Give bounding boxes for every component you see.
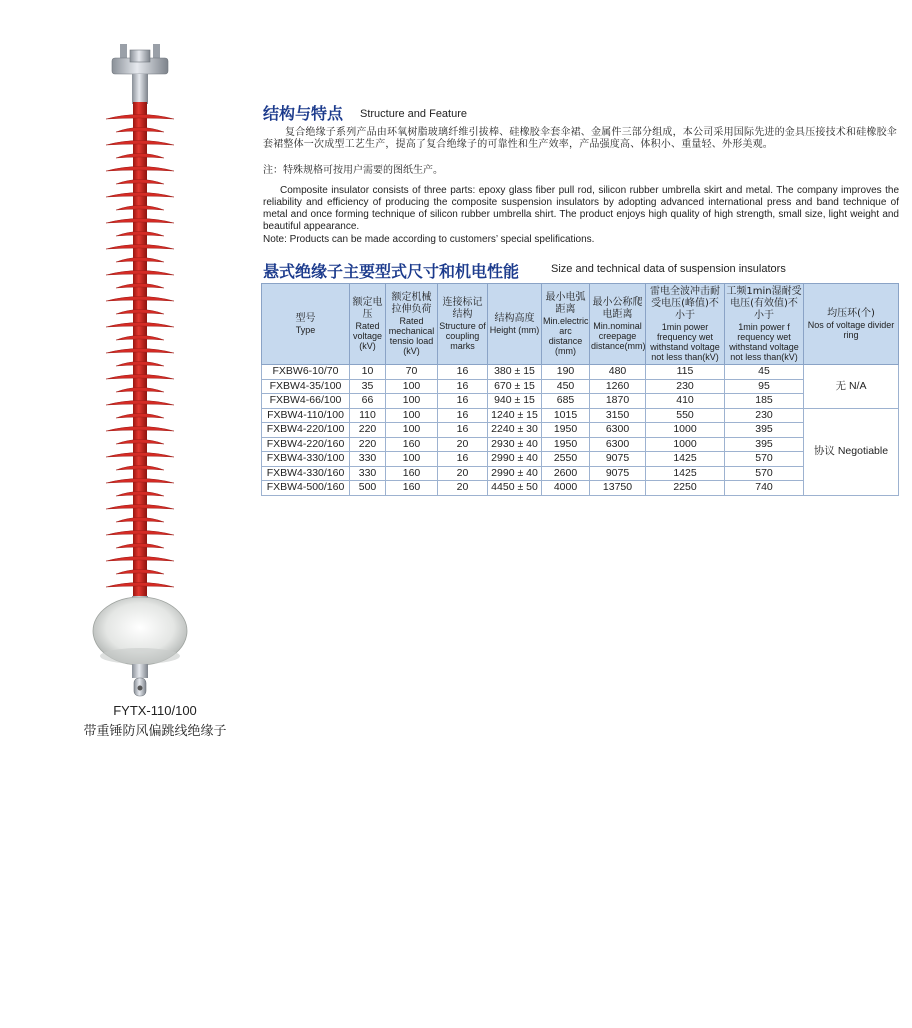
- table-cell: 1870: [590, 394, 646, 409]
- table-cell: 1950: [542, 437, 590, 452]
- table-cell: FXBW4-220/160: [262, 437, 350, 452]
- specs-title-zh: 悬式绝缘子主要型式尺寸和机电性能: [263, 262, 520, 281]
- table-cell: 16: [438, 379, 488, 394]
- spec-header-en: Nos of voltage divider ring: [807, 320, 895, 340]
- table-cell: 2600: [542, 466, 590, 481]
- structure-paragraph-en: Composite insulator consists of three parts: epoxy glass fiber pull rod, silicon rubber umbrella skirt and metal. The company improves the reliability and efficiency of producing the composite suspension insulators by adopting advanced international press and band technique of metal and once forming technique of silicon rubber umbrella shirt. The product enjoys high quality of high strength, small size, light weight and beautiful appearance.: [263, 185, 899, 232]
- table-cell: 570: [725, 466, 804, 481]
- ring-na-cell: 无 N/A: [804, 365, 899, 409]
- spec-header-zh: 额定机械拉伸负荷: [391, 292, 432, 315]
- table-cell: 100: [386, 394, 438, 409]
- table-row: [262, 394, 899, 409]
- table-cell: 20: [438, 437, 488, 452]
- table-cell: 10: [350, 365, 386, 380]
- spec-header-en: Rated mechanical tensio load (kV): [388, 316, 435, 356]
- table-cell: 1015: [542, 408, 590, 423]
- table-cell: 160: [386, 437, 438, 452]
- spec-header-en: Type: [295, 325, 316, 335]
- table-cell: 70: [386, 365, 438, 380]
- table-cell: 100: [386, 379, 438, 394]
- spec-header-en: Min.nominal creepage distance(mm): [591, 321, 646, 351]
- table-cell: 45: [725, 365, 804, 380]
- spec-header-5: [542, 284, 590, 365]
- table-cell: 570: [725, 452, 804, 467]
- table-cell: 1425: [646, 466, 725, 481]
- table-cell: 395: [725, 437, 804, 452]
- table-cell: 4450 ± 50: [488, 481, 542, 496]
- table-cell: 740: [725, 481, 804, 496]
- table-row: [262, 365, 899, 380]
- table-cell: 330: [350, 466, 386, 481]
- spec-header-4: [488, 284, 542, 365]
- spec-header-zh: 均压环(个): [827, 308, 875, 319]
- spec-header-1: [350, 284, 386, 365]
- table-cell: FXBW4-35/100: [262, 379, 350, 394]
- table-cell: 1000: [646, 437, 725, 452]
- table-cell: 35: [350, 379, 386, 394]
- spec-header-en: Min.electric arc distance (mm): [543, 316, 589, 356]
- table-cell: 3150: [590, 408, 646, 423]
- table-cell: 110: [350, 408, 386, 423]
- table-cell: 16: [438, 365, 488, 380]
- table-cell: 13750: [590, 481, 646, 496]
- spec-header-en: 1min power frequency wet withstand voltage not less than(kV): [650, 322, 720, 362]
- table-cell: 410: [646, 394, 725, 409]
- structure-paragraph-zh: 复合绝缘子系列产品由环氧树脂玻璃纤维引拔棒、硅橡胶伞套伞裙、金属件三部分组成，本公司采用国际先进的金具压接技术和硅橡胶伞套裙整体一次成型工艺生产，提高了复合绝缘子的可靠性和生产效率，产品强度高、体积小、重量轻、外形美观。: [263, 127, 897, 150]
- table-cell: 220: [350, 437, 386, 452]
- table-cell: 160: [386, 466, 438, 481]
- table-cell: 16: [438, 423, 488, 438]
- table-cell: 9075: [590, 466, 646, 481]
- table-cell: 395: [725, 423, 804, 438]
- structure-title-zh: 结构与特点: [263, 104, 344, 123]
- table-cell: 20: [438, 466, 488, 481]
- table-cell: 1425: [646, 452, 725, 467]
- table-cell: 16: [438, 452, 488, 467]
- table-cell: FXBW4-330/100: [262, 452, 350, 467]
- table-cell: 2930 ± 40: [488, 437, 542, 452]
- table-row: [262, 481, 899, 496]
- spec-header-7: [646, 284, 725, 365]
- table-cell: 450: [542, 379, 590, 394]
- structure-title-en: Structure and Feature: [360, 108, 468, 120]
- spec-table-header: [262, 284, 899, 365]
- spec-header-zh: 额定电压: [352, 297, 383, 320]
- table-cell: FXBW4-330/160: [262, 466, 350, 481]
- spec-header-zh: 工频1min湿耐受电压(有效值)不小于: [726, 286, 802, 321]
- table-cell: 1950: [542, 423, 590, 438]
- table-cell: 220: [350, 423, 386, 438]
- table-cell: 100: [386, 452, 438, 467]
- table-cell: 100: [386, 423, 438, 438]
- spec-header-zh: 最小公称爬电距离: [592, 297, 643, 320]
- table-row: [262, 437, 899, 452]
- table-cell: 185: [725, 394, 804, 409]
- table-cell: 4000: [542, 481, 590, 496]
- product-model-caption: FYTX-110/100: [113, 703, 197, 718]
- table-cell: 500: [350, 481, 386, 496]
- spec-header-3: [438, 284, 488, 365]
- table-cell: 230: [646, 379, 725, 394]
- table-cell: 66: [350, 394, 386, 409]
- insulator-photo: [70, 38, 240, 698]
- table-cell: 550: [646, 408, 725, 423]
- table-cell: 2990 ± 40: [488, 452, 542, 467]
- spec-header-8: [725, 284, 804, 365]
- spec-header-en: Structure of coupling marks: [439, 321, 486, 351]
- table-row: [262, 452, 899, 467]
- table-cell: 16: [438, 408, 488, 423]
- table-cell: 190: [542, 365, 590, 380]
- spec-table: [261, 283, 899, 496]
- spec-header-2: [386, 284, 438, 365]
- table-cell: 940 ± 15: [488, 394, 542, 409]
- table-cell: 1000: [646, 423, 725, 438]
- table-cell: 230: [725, 408, 804, 423]
- table-cell: FXBW4-500/160: [262, 481, 350, 496]
- table-cell: FXBW4-220/100: [262, 423, 350, 438]
- table-cell: 100: [386, 408, 438, 423]
- spec-header-zh: 结构高度: [494, 313, 535, 324]
- table-cell: 2990 ± 40: [488, 466, 542, 481]
- table-cell: 685: [542, 394, 590, 409]
- table-cell: 330: [350, 452, 386, 467]
- spec-header-en: Height (mm): [489, 325, 540, 335]
- spec-header-6: [590, 284, 646, 365]
- spec-header-zh: 连接标记结构: [442, 297, 483, 320]
- spec-header-0: [262, 284, 350, 365]
- product-name-caption: 带重锤防风偏跳线绝缘子: [83, 723, 227, 738]
- spec-header-en: 1min power f requency wet withstand voltage not less than(kV): [729, 322, 799, 362]
- table-cell: 670 ± 15: [488, 379, 542, 394]
- spec-header-zh: 最小电弧距离: [545, 292, 586, 315]
- structure-note-en: Note: Products can be made according to customers’ special spelifications.: [263, 234, 595, 245]
- table-cell: 95: [725, 379, 804, 394]
- table-row: [262, 379, 899, 394]
- spec-header-en: Rated voltage (kV): [352, 321, 383, 351]
- spec-header-9: [804, 284, 899, 365]
- table-cell: 16: [438, 394, 488, 409]
- table-cell: 2550: [542, 452, 590, 467]
- table-cell: 9075: [590, 452, 646, 467]
- ring-negotiable-cell: 协议 Negotiable: [804, 408, 899, 495]
- table-cell: 1240 ± 15: [488, 408, 542, 423]
- spec-header-zh: 雷电全波冲击耐受电压(峰值)不小于: [650, 286, 720, 321]
- table-cell: 1260: [590, 379, 646, 394]
- table-cell: 480: [590, 365, 646, 380]
- table-cell: 380 ± 15: [488, 365, 542, 380]
- specs-title-en: Size and technical data of suspension insulators: [551, 263, 786, 275]
- table-cell: FXBW4-110/100: [262, 408, 350, 423]
- table-cell: 2250: [646, 481, 725, 496]
- table-cell: FXBW4-66/100: [262, 394, 350, 409]
- spec-header-zh: 型号: [295, 313, 316, 324]
- structure-note-zh: 注：特殊规格可按用户需要的图纸生产。: [263, 165, 443, 176]
- table-row: [262, 408, 899, 423]
- table-cell: 6300: [590, 423, 646, 438]
- table-cell: 115: [646, 365, 725, 380]
- table-row: [262, 423, 899, 438]
- table-cell: 20: [438, 481, 488, 496]
- table-cell: 160: [386, 481, 438, 496]
- table-row: [262, 466, 899, 481]
- table-cell: 6300: [590, 437, 646, 452]
- table-cell: 2240 ± 30: [488, 423, 542, 438]
- table-cell: FXBW6-10/70: [262, 365, 350, 380]
